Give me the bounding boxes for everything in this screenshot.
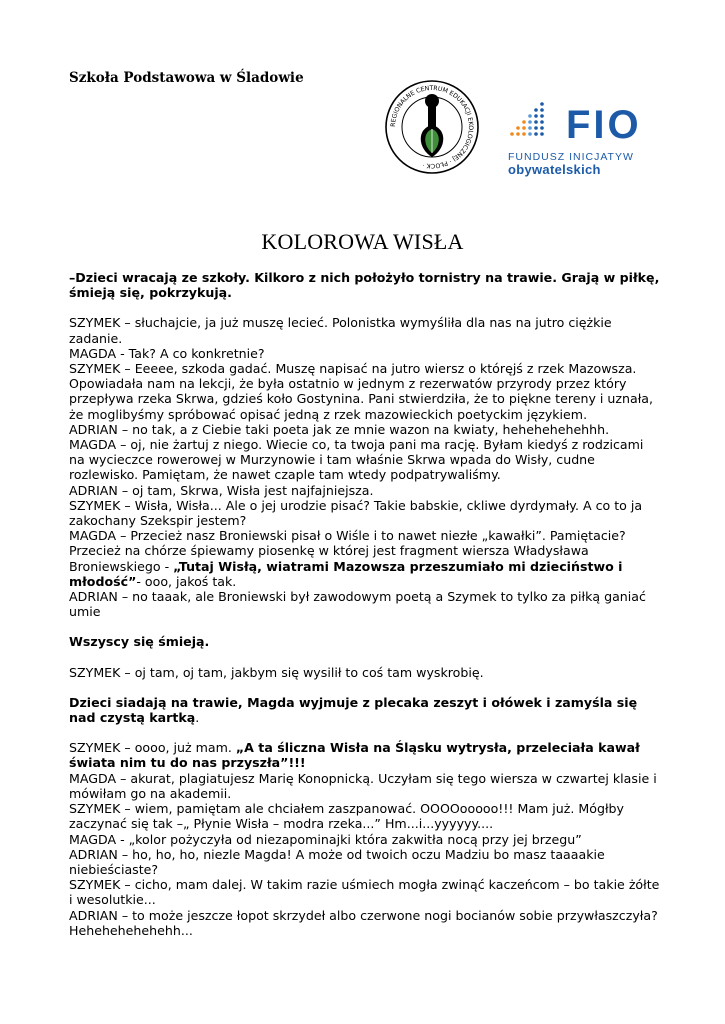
dialogue-line: ADRIAN – no taaak, ale Broniewski był zawodowym poetą a Szymek to tylko za piłką ganiać umie <box>69 589 646 620</box>
ecology-center-seal-logo <box>384 79 480 175</box>
svg-text:FIO: FIO <box>566 103 642 147</box>
stage-direction: Dzieci siadają na trawie, Magda wyjmuje z plecaka zeszyt i ołówek i zamyśla się nad czystą kartką. <box>69 694 638 726</box>
konopnicka-quote: „A ta śliczna Wisła na Śląsku wytrysła, przeleciała kawał świata nim tu do nas przyszła”!!! <box>69 740 640 771</box>
dialogue-line: ADRIAN – oj tam, Skrwa, Wisła jest najfajniejsza. <box>69 482 374 498</box>
dialogue-line: SZYMEK – Eeeee, szkoda gadać. Muszę napisać na jutro wiersz o któręjś z rzek Mazowsza. Opowiadała nam na lekcji, że była ostatnio w jednym z rezerwatów przyrody przez który przepływa rzeka Skrwa, gdzieś koło Gostynina. Pani stwierdziła, że to piękne tereny i uznała, że moglibyśmy spróbować opisać jedną z rzek mazowieckich poetyckim językiem. <box>69 361 654 422</box>
broniewski-quote: „Tutaj Wisłą, wiatrami Mazowsza przeszumiało mi dzieciństwo i młodość” <box>69 558 623 589</box>
dialogue-line: MAGDA - „kolor pożyczyła od niezapominajki która zakwitła nocą przy jej brzegu” <box>69 831 582 847</box>
document-title: KOLOROWA WISŁA <box>261 229 464 254</box>
dialogue-line: SZYMEK – wiem, pamiętam ale chciałem zaszpanować. OOOOooooo!!! Mam już. Mógłby zaczynać się tak –„ Płynie Wisła – modra rzeka...” Hm...i...yyyyyy.... <box>69 801 624 832</box>
stage-direction: Wszyscy się śmieją. <box>69 634 210 650</box>
school-name: Szkoła Podstawowa w Śladowie <box>69 70 304 86</box>
dialogue-line: SZYMEK – oj tam, oj tam, jakbym się wysilił to coś tam wyskrobię. <box>69 664 484 680</box>
dialogue-line: SZYMEK – Wisła, Wisła... Ale o jej urodzie pisać? Takie babskie, ckliwe dyrdymały. A co to ja zakochany Szekspir jestem? <box>69 497 643 529</box>
intro-stage-direction: –Dzieci wracają ze szkoły. Kilkoro z nich położyło tornistry na trawie. Grają w piłkę, śmieją się, pokrzykują. <box>69 270 660 301</box>
dialogue-line: MAGDA – akurat, plagiatujesz Marię Konopnicką. Uczyłam się tego wiersza w czwartej klasie i mówiłam go na akademii. <box>69 770 657 801</box>
dialogue-line: MAGDA – oj, nie żartuj z niego. Wiecie co, ta twoja pani ma rację. Byłam kiedyś z rodzicami na wycieczce rowerowej w Murzynowie i tam właśnie Skrwa wpada do Wisły, cudne rozlewisko. Pamiętam, że nawet czaple tam wtedy podpatrywaliśmy. <box>69 437 644 483</box>
dialogue-line: SZYMEK – cicho, mam dalej. W takim razie uśmiech mogła zwinąć kaczeńcom – bo takie żółte i wesolutkie... <box>69 877 660 908</box>
dialogue-line: MAGDA - Tak? A co konkretnie? <box>69 345 265 361</box>
dialogue-line: SZYMEK – oooo, już mam. „A ta śliczna Wisła na Śląsku wytrysła, przeleciała kawał świata nim tu do nas przyszła”!!! <box>69 740 640 771</box>
dialogue-line: MAGDA – Przecież nasz Broniewski pisał o Wiśle i to nawet niezłe „kawałki”. Pamiętacie? Przecież na chórze śpiewamy piosenkę w której jest fragment wiersza Władysława Broniewskiego - „Tutaj Wisłą, wiatrami Mazowsza przeszumiało mi dzieciństwo i młodość”- ooo, jakoś tak. <box>69 528 626 589</box>
fio-logo <box>508 100 660 180</box>
svg-text:REGIONALNE CENTRUM EDUKACJI EK: REGIONALNE CENTRUM EDUKACJI EKOLOGICZNEJ · PŁOCK · <box>389 84 475 170</box>
dialogue-line: ADRIAN – to może jeszcze łopot skrzydeł albo czerwone nogi bocianów sobie przywłaszczyła? Hehehehehehehh... <box>69 907 658 938</box>
svg-text:obywatelskich: obywatelskich <box>508 162 601 177</box>
story-body <box>69 270 661 938</box>
dialogue-line: ADRIAN – ho, ho, ho, niezle Magda! A może od twoich oczu Madziu bo masz taaaakie niebieściaste? <box>69 846 605 877</box>
svg-text:FUNDUSZ INICJATYW: FUNDUSZ INICJATYW <box>508 151 634 163</box>
fio-dots-icon <box>510 102 544 136</box>
dialogue-line: SZYMEK – słuchajcie, ja już muszę lecieć. Polonistka wymyśliła dla nas na jutro ciężkie zadanie. <box>69 315 612 346</box>
dialogue-line: ADRIAN – no tak, a z Ciebie taki poeta jak ze mnie wazon na kwiaty, hehehehehehhh. <box>69 421 610 437</box>
